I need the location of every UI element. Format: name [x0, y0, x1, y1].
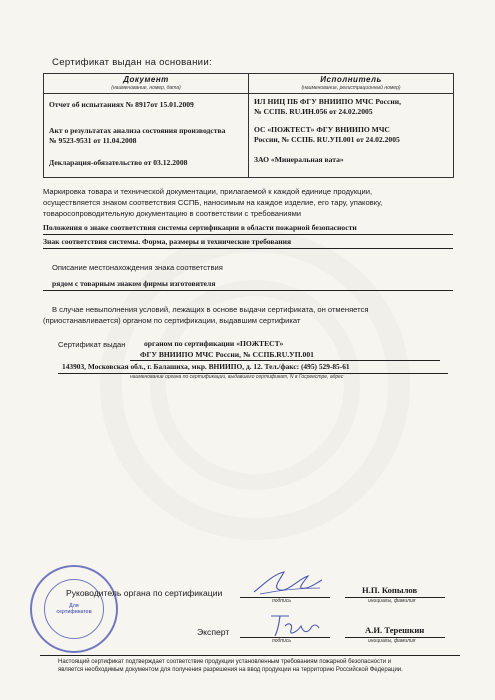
footer-line-2: является необходимым документом для получения разрешения на ввод продукции на территорию Российской Федерации.: [58, 667, 403, 673]
exec-body-line2: России, № ССПБ. RU.УП.001 от 24.02.2005: [254, 135, 400, 144]
marking-line-1: Маркировка товара и технической документации, прилагаемой к каждой единице продукции,: [43, 187, 373, 196]
seal-text-line2: сертификатов: [56, 609, 92, 615]
regulation-underline-1: [43, 234, 453, 235]
regulation-line-1: Положения о знаке соответствия системы сертификации в области пожарной безопасности: [43, 223, 357, 232]
head-label: Руководитель органа по сертификации: [66, 588, 223, 598]
location-value: рядом с товарным знаком фирмы изготовителя: [52, 279, 216, 288]
marking-line-2: осуществляется знаком соответствия ССПБ, наносимым на каждое изделие, его тару, упаковку,: [43, 198, 383, 207]
exec-lab-line2: № ССПБ. RU.ИН.056 от 24.02.2005: [254, 107, 373, 116]
issued-body-line1: органом по сертификации «ПОЖТЕСТ»: [144, 339, 284, 348]
notice-line-2: (приостанавливается) органом по сертификации, выдавшим сертификат: [43, 316, 301, 325]
col-executor-header: [249, 74, 454, 94]
footer-rule: [40, 655, 460, 656]
col-executor-caption: (наименование, регистрационный номер): [301, 85, 401, 91]
exec-manufacturer: ЗАО «Минеральная вата»: [254, 155, 344, 164]
basis-heading: Сертификат выдан на основании:: [52, 57, 212, 68]
expert-name-caption: инициалы, фамилия: [368, 638, 416, 644]
col-document-title: Документ: [123, 75, 169, 84]
doc-production-act-line2: № 9523-9531 от 11.04.2008: [49, 136, 137, 145]
head-name: Н.П. Копылов: [362, 585, 418, 595]
doc-declaration: Декларация-обязательство от 03.12.2008: [49, 158, 188, 167]
footer-line-1: Настоящий сертификат подтверждает соответствие продукции установленным требованиям пожарной безопасности и: [58, 659, 392, 665]
regulation-line-2: Знак соответствия системы. Форма, размеры и технические требования: [43, 237, 292, 246]
issued-label: Сертификат выдан: [58, 340, 126, 349]
head-signature: [250, 568, 325, 598]
regulation-underline-2: [43, 248, 453, 249]
marking-line-3: товаросопроводительную документацию в соответствии с требованиями: [43, 209, 302, 218]
expert-label: Эксперт: [197, 627, 230, 637]
seal-center-text: [32, 603, 116, 615]
issued-address: 143903, Московская обл., г. Балашиха, мкр. ВНИИПО, д. 12. Тел./факс: (495) 529-85-61: [62, 362, 350, 371]
col-document-header: [44, 74, 249, 94]
documents-cell: [44, 94, 249, 178]
head-signature-caption: подпись: [272, 598, 291, 604]
doc-test-report: Отчет об испытаниях № 8917от 15.01.2009: [49, 100, 194, 109]
issued-caption: наименование органа по сертификации, выдавшего сертификат, N в Госреестре, адрес: [130, 374, 344, 380]
doc-production-act-line1: Акт о результатах анализа состояния производства: [49, 126, 226, 135]
head-name-caption: инициалы, фамилия: [368, 598, 416, 604]
expert-signature-caption: подпись: [272, 638, 291, 644]
col-executor-title: Исполнитель: [320, 75, 382, 84]
location-label: Описание местонахождения знака соответствия: [52, 263, 223, 272]
round-seal-stamp: [30, 565, 118, 653]
col-document-caption: (наименование, номер, дата): [111, 85, 181, 91]
expert-name: А.И. Терешкин: [365, 625, 425, 635]
executors-cell: [249, 94, 454, 178]
issued-body-line2: ФГУ ВНИИПО МЧС России, № ССПБ.RU.УП.001: [140, 350, 314, 359]
documents-table: [43, 73, 454, 178]
location-underline: [43, 290, 453, 291]
exec-lab-line1: ИЛ НИЦ ПБ ФГУ ВНИИПО МЧС России,: [254, 97, 401, 106]
notice-line-1: В случае невыполнения условий, лежащих в основе выдачи сертификата, он отменяется: [52, 305, 369, 314]
exec-body-line1: ОС «ПОЖТЕСТ» ФГУ ВНИИПО МЧС: [254, 125, 390, 134]
seal-text-line1: Для: [69, 603, 79, 609]
